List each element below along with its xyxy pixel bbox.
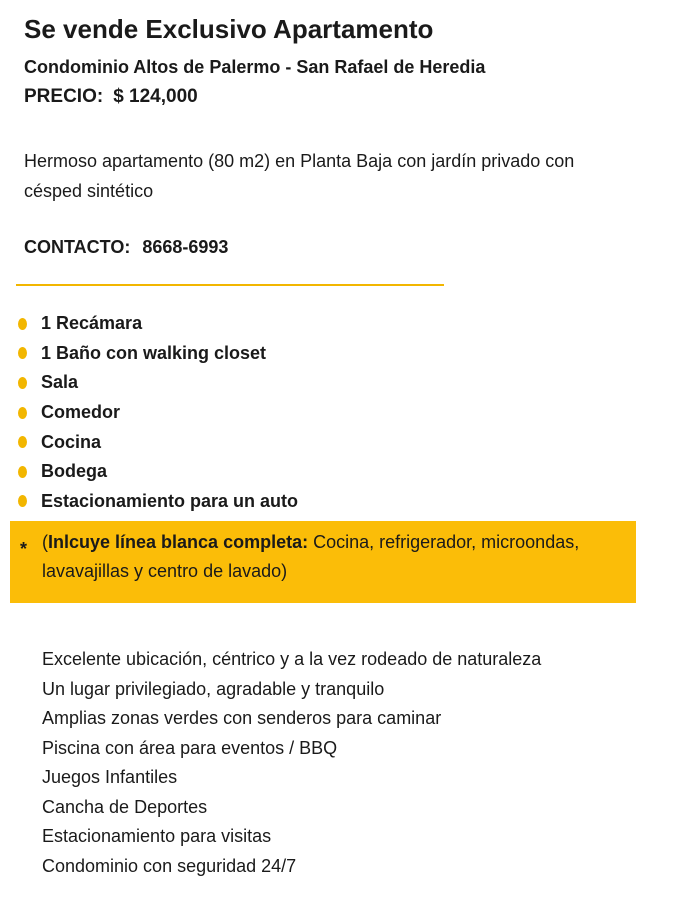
feature-item [14, 368, 298, 398]
amenity-item: Amplias zonas verdes con senderos para caminar [42, 708, 442, 728]
bullet-icon [18, 347, 27, 359]
bullet-icon [18, 318, 27, 330]
amenities-list [42, 645, 541, 881]
amenity-item: Cancha de Deportes [42, 796, 208, 817]
bullet-icon [18, 436, 27, 448]
feature-label: Bodega [41, 461, 108, 482]
feature-item [14, 339, 298, 369]
appliances-highlight-box [10, 521, 636, 603]
price-label: PRECIO: [24, 86, 104, 107]
bullet-icon [18, 495, 27, 507]
property-description: Hermoso apartamento (80 m2) en Planta Baja con jardín privado con césped sintético [24, 151, 575, 201]
amenity-item: Condominio con seguridad 24/7 [42, 855, 297, 876]
bullet-icon [18, 466, 27, 478]
amenity-item: Un lugar privilegiado, agradable y tranquilo [42, 678, 385, 699]
note-open-paren: ( [42, 532, 48, 552]
price-value: $ 124,000 [113, 86, 198, 107]
contact-label: CONTACTO: [24, 237, 131, 257]
feature-item [14, 427, 298, 457]
feature-label: Estacionamiento para un auto [41, 490, 299, 511]
feature-label: Comedor [41, 402, 121, 423]
contact-line [24, 237, 228, 258]
location-subtitle: Condominio Altos de Palermo - San Rafael de Heredia [24, 57, 486, 77]
bullet-icon [18, 407, 27, 419]
asterisk-icon: * [20, 539, 28, 559]
bullet-icon [18, 377, 27, 389]
feature-label: 1 Baño con walking closet [41, 342, 267, 363]
amenity-item: Excelente ubicación, céntrico y a la vez rodeado de naturaleza [42, 649, 542, 669]
amenity-item: Estacionamiento para visitas [42, 826, 272, 846]
feature-item [14, 309, 298, 339]
amenity-item: Piscina con área para eventos / BBQ [42, 737, 338, 758]
section-divider [16, 284, 444, 286]
amenity-item: Juegos Infantiles [42, 767, 178, 787]
note-rest: Cocina, refrigerador, microondas, lavavajillas y centro de lavado) [42, 532, 580, 581]
note-bold-lead: Inlcuye línea blanca completa: [48, 532, 309, 552]
features-list [14, 309, 298, 516]
feature-item [14, 457, 298, 487]
contact-phone: 8668-6993 [142, 237, 229, 257]
feature-item [14, 398, 298, 428]
page-title: Se vende Exclusivo Apartamento [24, 14, 434, 44]
price-line [24, 86, 198, 108]
appliances-note [42, 528, 627, 586]
feature-label: Cocina [41, 431, 102, 452]
feature-label: 1 Recámara [41, 313, 143, 334]
feature-item [14, 487, 298, 517]
feature-label: Sala [41, 372, 79, 393]
